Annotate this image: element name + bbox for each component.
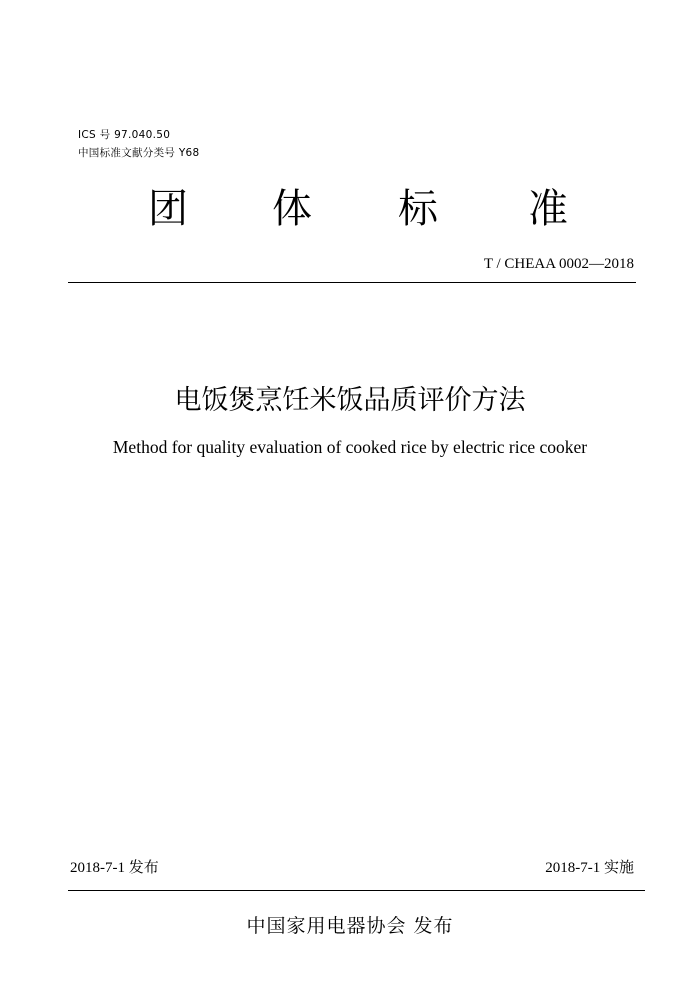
implementation-date: 2018-7-1 实施	[545, 860, 634, 876]
standard-type-char: 体	[272, 186, 312, 232]
standard-type-heading	[0, 184, 700, 234]
standard-type-char: 准	[528, 186, 568, 232]
document-title-zh: 电饭煲烹饪米饭品质评价方法	[174, 385, 526, 416]
ccs-classification: 中国标准文献分类号 Y68	[78, 147, 200, 159]
document-title-en: Method for quality evaluation of cooked rice by electric rice cooker	[112, 437, 588, 457]
ics-code: ICS 号 97.040.50	[78, 129, 171, 141]
publisher-line: 中国家用电器协会 发布	[246, 915, 454, 937]
standard-type-char: 标	[398, 186, 438, 232]
issue-date: 2018-7-1 发布	[70, 860, 159, 876]
standard-type-char: 团	[148, 186, 188, 232]
standard-number: T / CHEAA 0002—2018	[483, 256, 634, 272]
header-divider	[68, 282, 636, 283]
footer-divider	[68, 890, 645, 891]
